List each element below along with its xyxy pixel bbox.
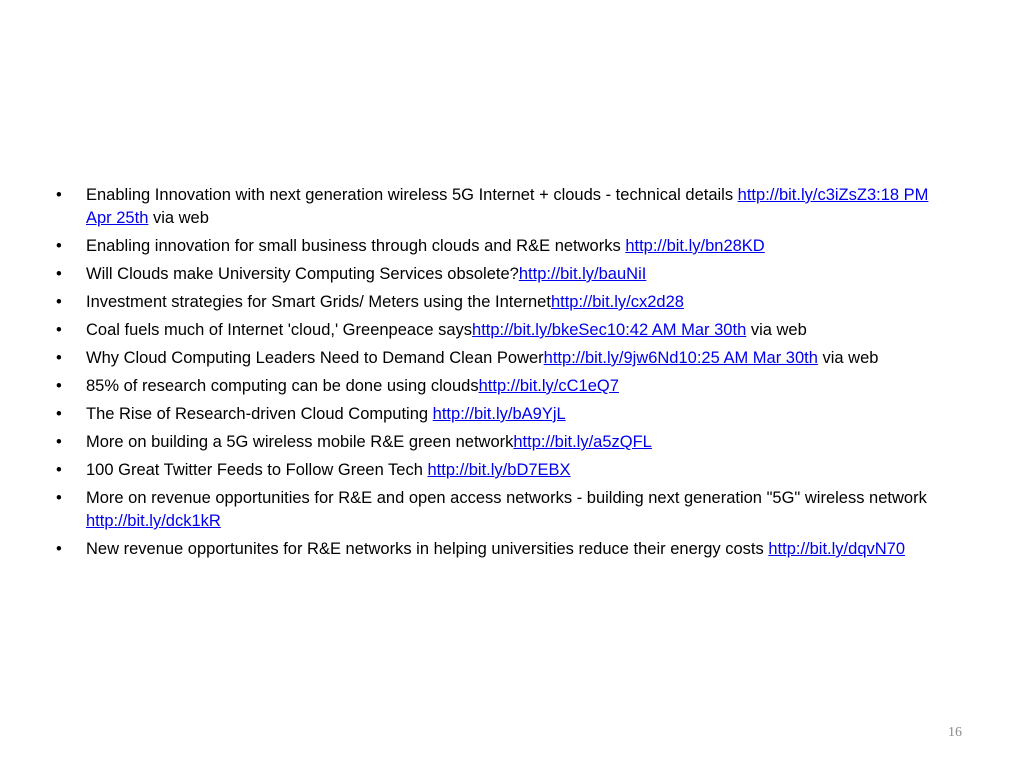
list-item	[56, 431, 956, 454]
bullet-list	[56, 184, 956, 566]
item-text: More on building a 5G wireless mobile R&E green network	[86, 433, 514, 451]
bullet-icon: •	[56, 540, 62, 558]
list-item	[56, 459, 956, 482]
list-item	[56, 487, 956, 533]
list-item	[56, 403, 956, 426]
item-text: 100 Great Twitter Feeds to Follow Green Tech	[86, 461, 428, 479]
item-link[interactable]: http://bit.ly/cC1eQ7	[478, 377, 619, 395]
bullet-icon: •	[56, 293, 62, 311]
bullet-icon: •	[56, 237, 62, 255]
list-item	[56, 347, 956, 370]
item-link[interactable]: http://bit.ly/bn28KD	[625, 237, 765, 255]
item-link[interactable]: http://bit.ly/9jw6Nd10:25 AM Mar 30th	[543, 349, 818, 367]
item-link[interactable]: http://bit.ly/c3iZsZ3:18 PM Apr 25th	[86, 186, 929, 227]
list-item	[56, 263, 956, 286]
bullet-icon: •	[56, 405, 62, 423]
item-suffix: via web	[746, 321, 807, 339]
list-item	[56, 235, 956, 258]
item-suffix: via web	[148, 209, 209, 227]
bullet-icon: •	[56, 461, 62, 479]
item-link[interactable]: http://bit.ly/dqvN70	[768, 540, 906, 558]
item-text: 85% of research computing can be done using clouds	[86, 377, 479, 395]
item-text: The Rise of Research-driven Cloud Computing	[86, 405, 433, 423]
item-link[interactable]: http://bit.ly/a5zQFL	[513, 433, 652, 451]
item-text: More on revenue opportunities for R&E and open access networks - building next generation "5G" wireless network	[86, 489, 927, 507]
item-link[interactable]: http://bit.ly/bD7EBX	[427, 461, 571, 479]
item-link[interactable]: http://bit.ly/cx2d28	[550, 293, 684, 311]
item-text: Why Cloud Computing Leaders Need to Demand Clean Power	[86, 349, 544, 367]
bullet-icon: •	[56, 186, 62, 204]
item-link[interactable]: http://bit.ly/bkeSec10:42 AM Mar 30th	[472, 321, 747, 339]
item-text: Investment strategies for Smart Grids/ Meters using the Internet	[86, 293, 551, 311]
item-text: Will Clouds make University Computing Services obsolete?	[86, 265, 519, 283]
item-text: New revenue opportunites for R&E networks in helping universities reduce their energy costs	[86, 540, 769, 558]
list-item	[56, 184, 956, 230]
bullet-icon: •	[56, 265, 62, 283]
item-text: Coal fuels much of Internet 'cloud,' Greenpeace says	[86, 321, 473, 339]
bullet-icon: •	[56, 433, 62, 451]
list-item	[56, 291, 956, 314]
bullet-icon: •	[56, 377, 62, 395]
item-suffix: via web	[817, 349, 879, 367]
bullet-icon: •	[56, 489, 62, 507]
item-text: Enabling innovation for small business through clouds and R&E networks	[86, 237, 626, 255]
item-link[interactable]: http://bit.ly/bauNiI	[518, 265, 647, 283]
item-text: Enabling Innovation with next generation wireless 5G Internet + clouds - technical details	[86, 186, 738, 204]
item-link[interactable]: http://bit.ly/dck1kR	[86, 512, 221, 530]
item-link[interactable]: http://bit.ly/bA9YjL	[432, 405, 566, 423]
list-item	[56, 319, 956, 342]
list-item	[56, 538, 956, 561]
list-item	[56, 375, 956, 398]
bullet-icon: •	[56, 321, 62, 339]
bullet-icon: •	[56, 349, 62, 367]
page-number: 16	[948, 725, 962, 740]
